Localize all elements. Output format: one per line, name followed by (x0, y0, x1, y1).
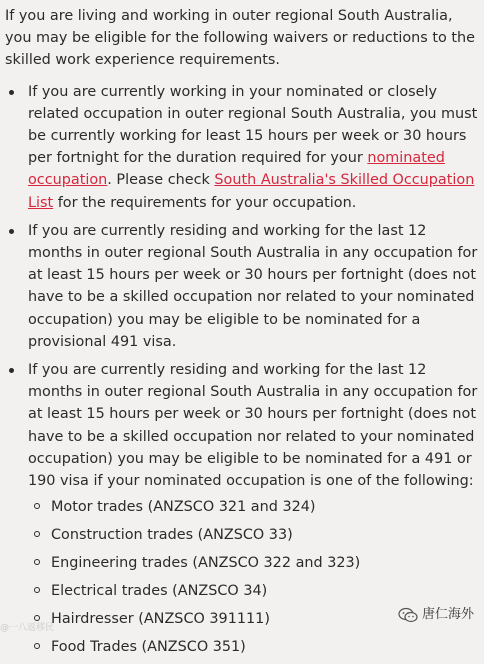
bullet-text: If you are currently working in your nominated or closely related occupation in outer regional South Australia, you must be currently working for least 15 hours per week or 30 hours per fortnight for the duration required for your (28, 83, 478, 167)
watermark-brand: 唐仁海外 (421, 607, 474, 622)
bullet-text: . Please check (107, 172, 215, 189)
bullet-text: for the requirements for your occupation. (53, 194, 357, 211)
sublist-item: Hairdresser (ANZSCO 391111) (28, 608, 479, 630)
nominated-occupation-link[interactable]: nominated occupation (28, 150, 445, 189)
skilled-occupation-list-link[interactable]: South Australia's Skilled Occupation List (28, 172, 475, 211)
list-item (5, 220, 479, 353)
occupation-sublist (28, 496, 479, 658)
wechat-icon (398, 607, 418, 623)
requirements-list (5, 81, 479, 659)
sublist-item: Engineering trades (ANZSCO 322 and 323) (28, 552, 479, 574)
watermark-left: @一八返移民 (0, 623, 55, 633)
watermark-right (398, 606, 474, 624)
bullet-text: If you are currently residing and working for the last 12 months in outer regional South Australia in any occupation for at least 15 hours per week or 30 hours per fortnight (does not have to be a skilled occupation nor related to your nominated occupation) you may be eligible to be nominated for a provisional 491 visa. (28, 222, 478, 350)
intro-paragraph: If you are living and working in outer regional South Australia, you may be eligible for the following waivers or reductions to the skilled work experience requirements. (5, 8, 476, 69)
sublist-item: Electrical trades (ANZSCO 34) (28, 580, 479, 602)
sublist-item: Construction trades (ANZSCO 33) (28, 524, 479, 546)
bullet-text: If you are currently residing and working for the last 12 months in outer regional South Australia in any occupation for at least 15 hours per week or 30 hours per fortnight (does not have to be a skilled occupation nor related to your nominated occupation) you may be eligible to be nominated for a 491 or 190 visa if your nominated occupation is one of the following: (28, 362, 478, 490)
article-content (5, 5, 479, 664)
sublist-item: Food Trades (ANZSCO 351) (28, 636, 479, 658)
sublist-item: Motor trades (ANZSCO 321 and 324) (28, 496, 479, 518)
list-item (5, 81, 479, 214)
